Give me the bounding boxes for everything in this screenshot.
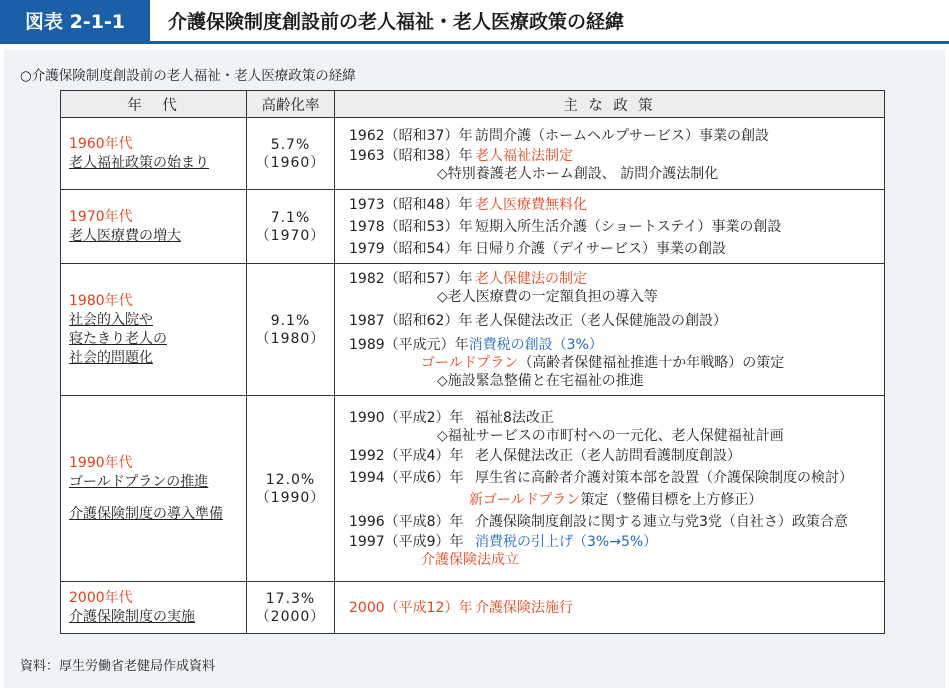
aging-rate-year: （1960） <box>255 154 326 171</box>
policy-note: ◇福祉サービスの市町村への一元化、老人保健福祉計画 <box>437 427 784 444</box>
policy-text: 訪問介護（ホームヘルプサービス）事業の創設 <box>475 127 769 144</box>
policy-line <box>349 147 884 165</box>
policy-line <box>349 336 884 354</box>
policies-cell <box>335 190 885 264</box>
aging-rate-value: 9.1% <box>270 312 311 329</box>
era-name: 介護保険制度の導入準備 <box>69 505 223 522</box>
table-row <box>61 396 885 582</box>
policies-cell <box>335 118 885 190</box>
aging-rate-value: 5.7% <box>270 136 311 153</box>
aging-rate-year: （2000） <box>255 608 326 625</box>
era-cell <box>61 190 247 264</box>
table-row <box>61 118 885 190</box>
policy-text: 消費税の創設（3%） <box>468 336 603 353</box>
aging-rate-year: （1980） <box>255 330 326 347</box>
policy-text: 厚生省に高齢者介護対策本部を設置（介護保険制度の検討） <box>475 469 853 486</box>
policy-text: 介護保険制度創設に関する連立与党3党（自社さ）政策合意 <box>475 513 848 530</box>
header-policies: 主 な 政 策 <box>335 91 885 118</box>
era-year: 1970年代 <box>69 208 133 225</box>
policy-year: 1990（平成2）年 <box>349 409 464 426</box>
aging-rate-cell <box>247 582 335 634</box>
policy-note: 介護保険法成立 <box>421 551 519 568</box>
policy-year: 1979（昭和54）年 <box>349 240 473 257</box>
figure-title: 介護保険制度創設前の老人福祉・老人医療政策の経緯 <box>168 11 625 33</box>
policy-text: ゴールドプラン <box>421 354 519 371</box>
policy-text-cont: 策定（整備目標を上方修正） <box>580 491 763 508</box>
policy-note: ◇特別養護老人ホーム創設、 訪問介護法制化 <box>437 165 719 182</box>
header-era: 年 代 <box>61 91 247 118</box>
era-cell <box>61 582 247 634</box>
table-header-row <box>61 91 885 118</box>
aging-rate-cell <box>247 190 335 264</box>
figure-badge: 図表 2-1-1 <box>0 0 150 44</box>
era-name: 寝たきり老人の <box>69 330 167 347</box>
figure-subtitle: ○介護保険制度創設前の老人福祉・老人医療政策の経緯 <box>20 68 356 84</box>
era-name: 社会的入院や <box>69 311 153 328</box>
era-cell <box>61 396 247 582</box>
policy-text: 老人保健法改正（老人保健施設の創設） <box>475 312 727 329</box>
header-rule <box>150 41 949 44</box>
era-name: 老人医療費の増大 <box>69 227 181 244</box>
era-cell <box>61 118 247 190</box>
policy-line <box>349 409 884 427</box>
policy-line <box>349 310 884 332</box>
policy-text: 新ゴールドプラン <box>469 491 581 508</box>
policy-text: 短期入所生活介護（ショートステイ）事業の創設 <box>475 218 782 235</box>
policy-year: 1962（昭和37）年 <box>349 127 473 144</box>
policy-text: 消費税の引上げ（3%→5%） <box>475 533 658 550</box>
policy-year: 1996（平成8）年 <box>349 513 464 530</box>
era-cell <box>61 264 247 396</box>
policy-line <box>349 194 884 216</box>
policy-year: 1989（平成元）年 <box>349 336 469 353</box>
policy-year: 1992（平成4）年 <box>349 447 464 464</box>
policy-line <box>349 238 884 260</box>
policy-line <box>349 533 884 551</box>
policy-year: 1994（平成6）年 <box>349 469 464 486</box>
policy-text: 老人保健法改正（老人訪問看護制度創設） <box>475 447 741 464</box>
era-year: 1990年代 <box>69 454 133 471</box>
policies-cell <box>335 264 885 396</box>
policy-text: 介護保険法施行 <box>475 599 573 616</box>
aging-rate-year: （1970） <box>255 227 326 244</box>
table-row <box>61 264 885 396</box>
policy-year: 1963（昭和38）年 <box>349 147 473 164</box>
policy-line <box>349 511 884 533</box>
policy-note: ◇施設緊急整備と在宅福祉の推進 <box>437 372 644 389</box>
era-year: 1960年代 <box>69 135 133 152</box>
era-year: 2000年代 <box>69 589 133 606</box>
policy-text: 老人保健法の制定 <box>475 270 587 287</box>
table-row <box>61 582 885 634</box>
figure-header <box>0 0 949 44</box>
era-name: ゴールドプランの推進 <box>69 473 209 490</box>
aging-rate-value: 7.1% <box>270 209 311 226</box>
aging-rate-cell <box>247 396 335 582</box>
policy-history-table <box>60 90 885 634</box>
aging-rate-year: （1990） <box>255 489 326 506</box>
era-name: 社会的問題化 <box>69 349 153 366</box>
policies-cell <box>335 396 885 582</box>
era-year: 1980年代 <box>69 292 133 309</box>
policy-line <box>349 125 884 147</box>
policy-line <box>349 270 884 288</box>
policy-year: 1978（昭和53）年 <box>349 218 473 235</box>
policy-line <box>349 597 884 619</box>
policy-text-cont: （高齢者保健福祉推進十か年戦略）の策定 <box>518 354 785 371</box>
header-aging-rate: 高齢化率 <box>247 91 335 118</box>
policy-text: 老人福祉法制定 <box>475 147 573 164</box>
aging-rate-value: 12.0% <box>265 471 316 488</box>
policy-line <box>349 216 884 238</box>
policies-cell <box>335 582 885 634</box>
policy-year: 1982（昭和57）年 <box>349 270 473 287</box>
policy-text: 福祉8法改正 <box>475 409 554 426</box>
policy-line <box>349 445 884 467</box>
policy-line <box>349 467 884 489</box>
policy-year: 2000（平成12）年 <box>349 599 473 616</box>
policy-year: 1987（昭和62）年 <box>349 312 473 329</box>
aging-rate-cell <box>247 118 335 190</box>
policy-text: 老人医療費無料化 <box>475 196 587 213</box>
policy-note: ◇老人医療費の一定額負担の導入等 <box>437 288 658 305</box>
policy-line <box>349 489 884 511</box>
table-row <box>61 190 885 264</box>
policy-year: 1973（昭和48）年 <box>349 196 473 213</box>
aging-rate-value: 17.3% <box>265 590 316 607</box>
source-note: 資料：厚生労働省老健局作成資料 <box>20 659 216 674</box>
era-name: 老人福祉政策の始まり <box>69 154 209 171</box>
era-name: 介護保険制度の実施 <box>69 608 195 625</box>
policy-text: 日帰り介護（デイサービス）事業の創設 <box>475 240 727 257</box>
policy-line <box>349 354 884 372</box>
aging-rate-cell <box>247 264 335 396</box>
policy-year: 1997（平成9）年 <box>349 533 464 550</box>
